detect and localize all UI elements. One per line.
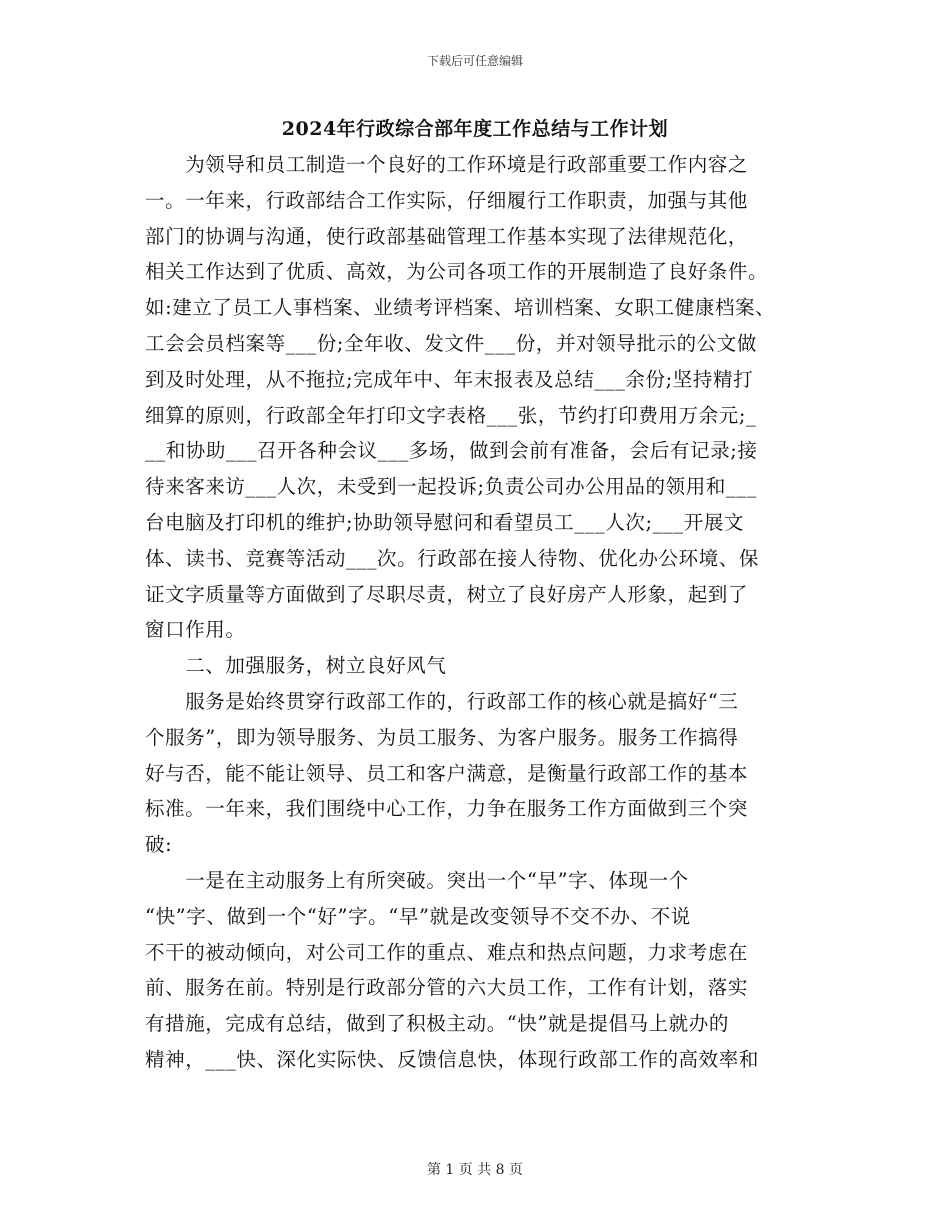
- text-line: 体、读书、竞赛等活动___次。行政部在接人待物、优化办公环境、保: [145, 546, 759, 570]
- text-line: 标准。一年来，我们围绕中心工作，力争在服务工作方面做到三个突: [145, 797, 749, 821]
- page-header-note: 下载后可任意编辑: [426, 54, 523, 68]
- text-line: 部门的协调与沟通，使行政部基础管理工作基本实现了法律规范化，: [145, 224, 749, 248]
- text-line: 待来客来访___人次，未受到一起投诉;负责公司办公用品的领用和___: [145, 475, 757, 499]
- text-line: 为领导和员工制造一个良好的工作环境是行政部重要工作内容之: [145, 153, 749, 176]
- text-line: 个服务”，即为领导服务、为员工服务、为客户服务。服务工作搞得: [145, 725, 739, 749]
- text-line: 破:: [145, 833, 173, 857]
- text-line: 相关工作达到了优质、高效，为公司各项工作的开展制造了良好条件。: [145, 260, 769, 284]
- text-line: 好与否，能不能让领导、员工和客户满意，是衡量行政部工作的基本: [145, 761, 749, 785]
- text-line: 证文字质量等方面做到了尽职尽责，树立了良好房产人形象，起到了: [145, 582, 749, 606]
- text-line: 服务是始终贯穿行政部工作的，行政部工作的核心就是搞好“三: [145, 689, 739, 713]
- text-line: 台电脑及打印机的维护;协助领导慰问和看望员工___人次;___开展文: [145, 510, 745, 534]
- text-line: 前、服务在前。特别是行政部分管的六大员工作，工作有计划，落实: [145, 976, 749, 1000]
- text-line: 精神，___快、深化实际快、反馈信息快，体现行政部工作的高效率和: [145, 1047, 759, 1071]
- text-line: 窗口作用。: [145, 618, 246, 642]
- text-line: 不干的被动倾向，对公司工作的重点、难点和热点问题，力求考虑在: [145, 940, 749, 964]
- document-title: 2024年行政综合部年度工作总结与工作计划: [281, 118, 669, 140]
- text-line: 有措施，完成有总结，做到了积极主动。“快”就是提倡马上就办的: [145, 1012, 729, 1036]
- document-body: [145, 147, 813, 1078]
- text-line: 到及时处理，从不拖拉;完成年中、年末报表及总结___余份;坚持精打: [145, 367, 754, 391]
- text-line: __和协助___召开各种会议___多场，做到会前有准备，会后有记录;接: [145, 439, 758, 463]
- text-line: “快”字、做到一个“好”字。“早”就是改变领导不交不办、不说: [145, 904, 691, 928]
- text-line: 一。一年来，行政部结合工作实际，仔细履行工作职责，加强与其他: [145, 188, 749, 212]
- text-line: 工会会员档案等___份;全年收、发文件___份，并对领导批示的公文做: [145, 331, 757, 355]
- text-line: 如:建立了员工人事档案、业绩考评档案、培训档案、女职工健康档案、: [145, 296, 776, 320]
- section-heading: 二、加强服务，树立良好风气: [145, 654, 447, 678]
- page-number: 第 1 页 共 8 页: [426, 1162, 524, 1178]
- text-line: 细算的原则，行政部全年打印文字表格___张，节约打印费用万余元;_: [145, 403, 757, 427]
- text-line: 一是在主动服务上有所突破。突出一个“早”字、体现一个: [145, 868, 689, 892]
